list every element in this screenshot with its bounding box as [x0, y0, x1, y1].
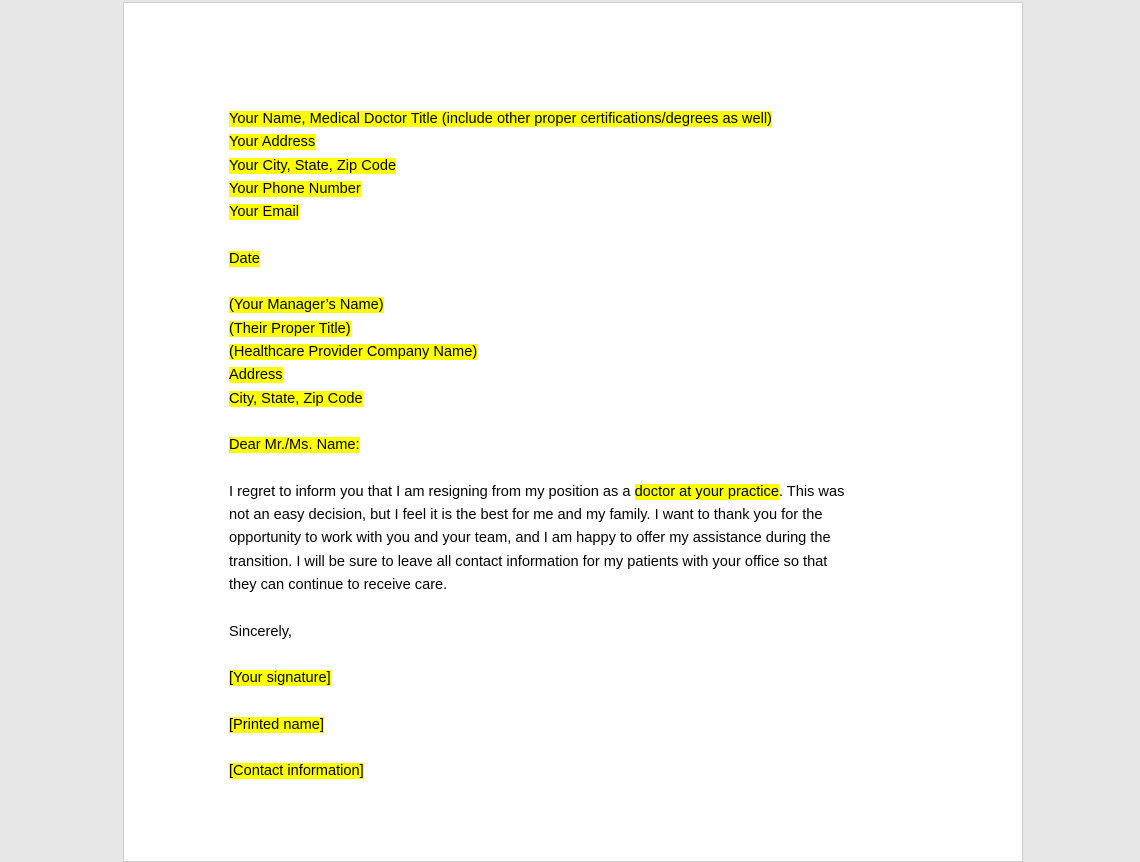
signature-text: [Your signature]	[229, 670, 331, 687]
sender-email-text: Your Email	[229, 204, 300, 221]
body-line-1	[229, 481, 929, 504]
signature	[229, 667, 929, 690]
closing: Sincerely,	[229, 623, 292, 640]
recipient-title-text: (Their Proper Title)	[229, 320, 351, 337]
sender-address-text: Your Address	[229, 134, 316, 151]
body-text: I regret to inform you that I am resigning from my position as a	[229, 483, 635, 500]
recipient-company-text: (Healthcare Provider Company Name)	[229, 343, 478, 360]
sender-city	[229, 155, 929, 178]
contact-information	[229, 760, 929, 783]
sender-email	[229, 201, 929, 224]
salutation-text: Dear Mr./Ms. Name:	[229, 437, 360, 454]
recipient-name	[229, 294, 929, 317]
body-text: . This was	[778, 483, 845, 500]
body-highlight: doctor at your practice	[634, 483, 779, 500]
letter-body[interactable]	[229, 108, 929, 784]
salutation	[229, 434, 929, 457]
sender-name	[229, 108, 929, 131]
sender-city-text: Your City, State, Zip Code	[229, 157, 397, 174]
recipient-company	[229, 341, 929, 364]
printed-name	[229, 714, 929, 737]
body-line: transition. I will be sure to leave all contact information for my patients with your office so that	[229, 553, 828, 570]
sender-name-text: Your Name, Medical Doctor Title (include other proper certifications/degrees as well)	[229, 111, 772, 127]
sender-phone-text: Your Phone Number	[229, 180, 361, 197]
document-page[interactable]	[123, 2, 1023, 862]
date-text: Date	[229, 250, 260, 267]
sender-phone	[229, 178, 929, 201]
contact-information-text: [Contact information]	[229, 763, 364, 780]
recipient-title	[229, 318, 929, 341]
printed-name-text: [Printed name]	[229, 716, 324, 733]
sender-address	[229, 131, 929, 154]
recipient-address-text: Address	[229, 367, 283, 384]
body-line: they can continue to receive care.	[229, 576, 448, 593]
recipient-city	[229, 388, 929, 411]
recipient-city-text: City, State, Zip Code	[229, 390, 363, 407]
body-line: not an easy decision, but I feel it is the best for me and my family. I want to thank you for the	[229, 507, 823, 524]
body-line: opportunity to work with you and your team, and I am happy to offer my assistance during the	[229, 530, 831, 547]
date-line	[229, 248, 929, 271]
recipient-address	[229, 364, 929, 387]
recipient-name-text: (Your Manager’s Name)	[229, 297, 384, 314]
